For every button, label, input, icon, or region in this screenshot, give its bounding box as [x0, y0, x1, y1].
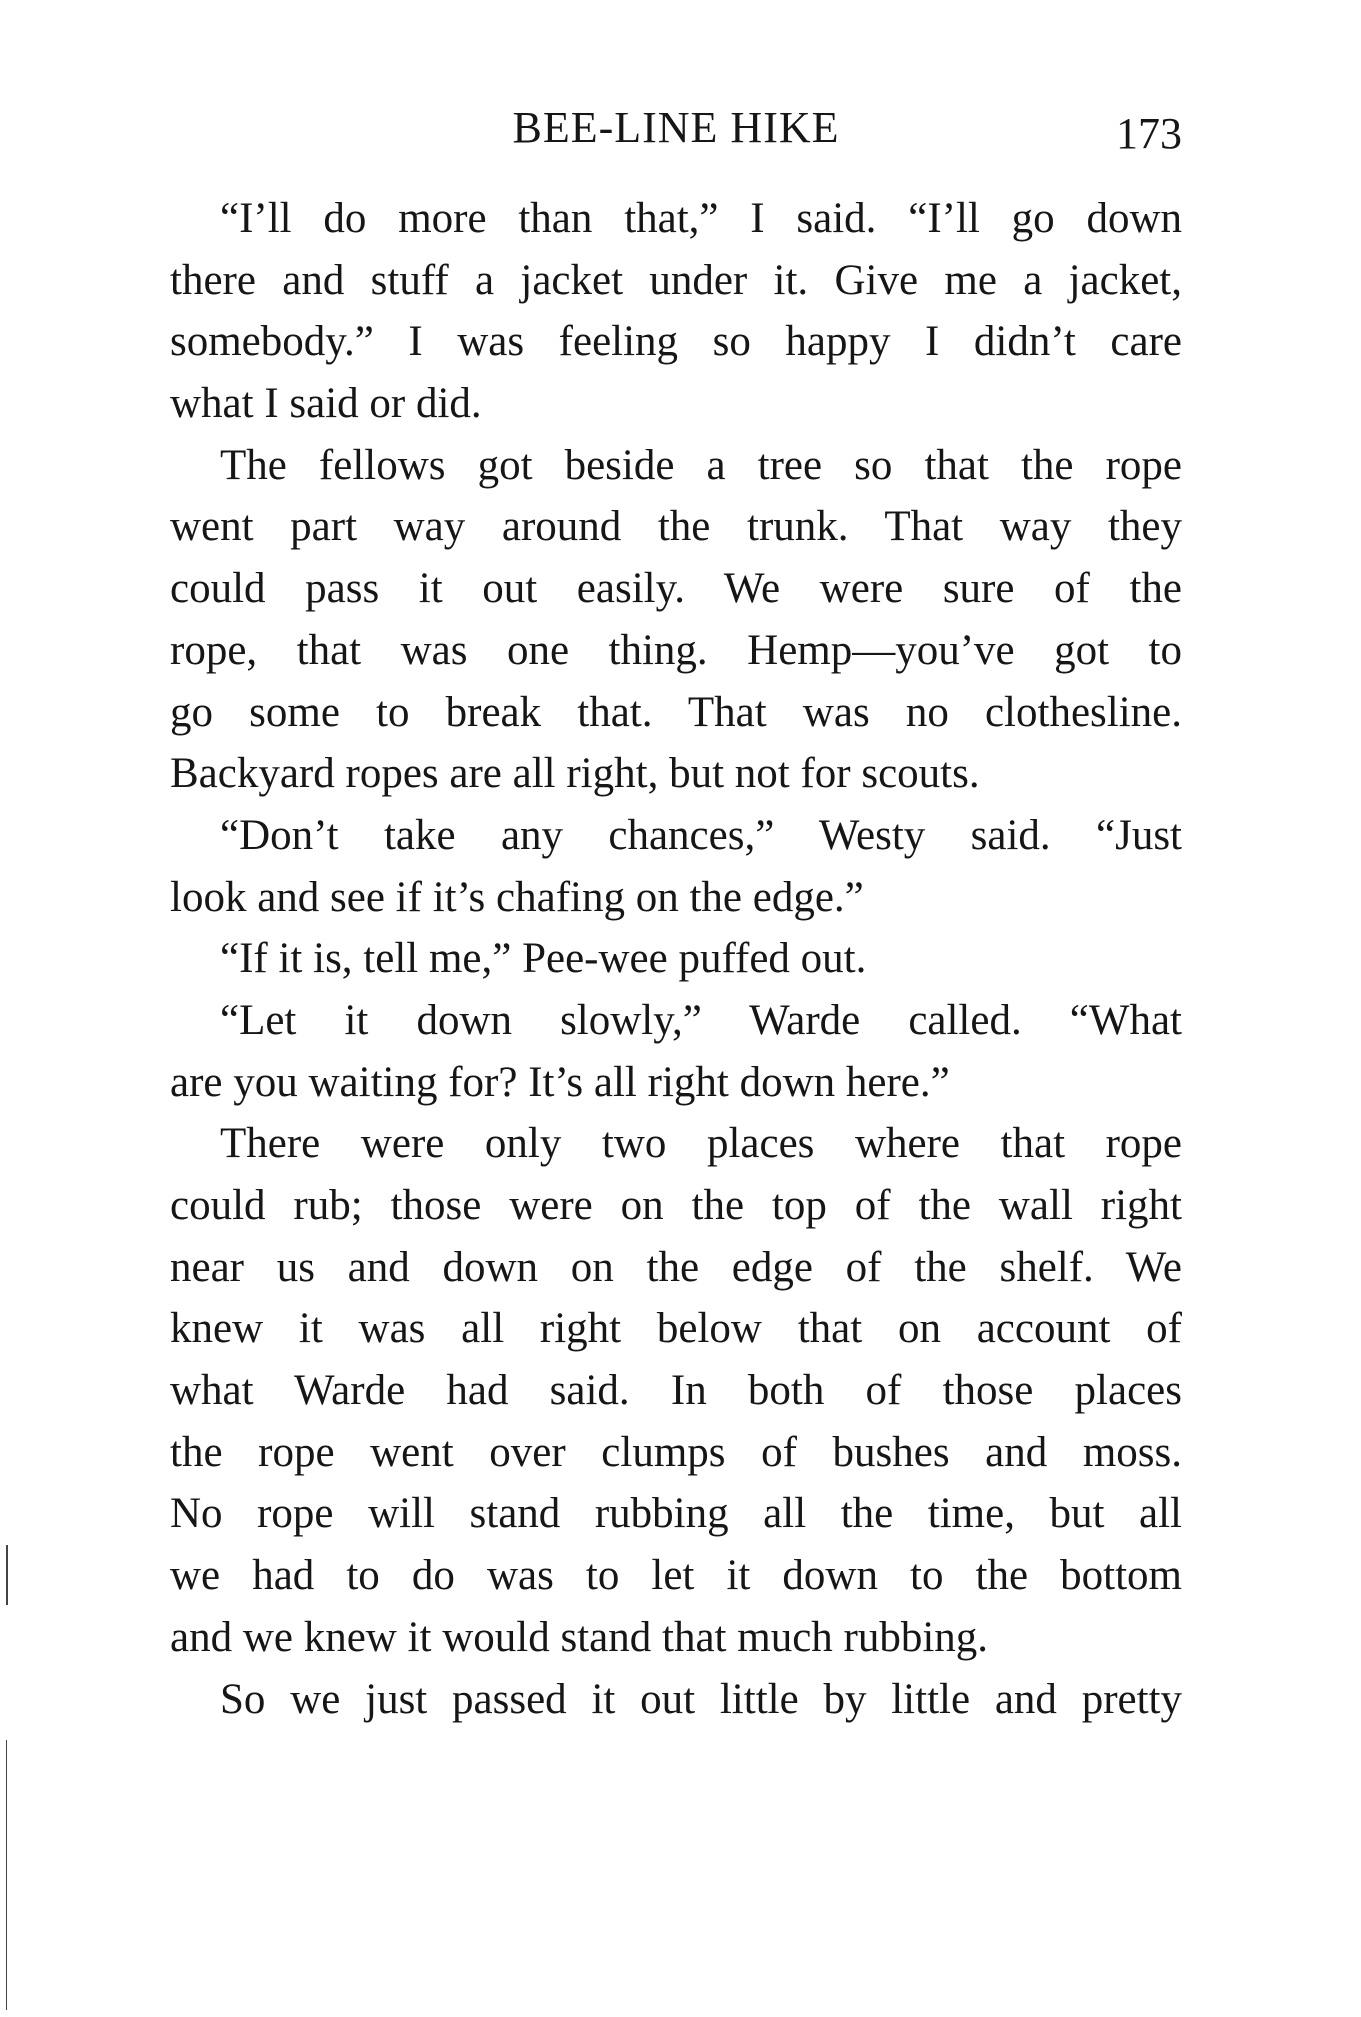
text-line: There were only two places where that rope [220, 1120, 1182, 1168]
text-line: what Warde had said. In both of those places [170, 1367, 1182, 1415]
text-line: The fellows got beside a tree so that the rope [220, 441, 1182, 489]
text-line: look and see if it’s chafing on the edge.” [170, 873, 864, 921]
scan-margin-mark [6, 1740, 7, 2010]
text-line: rope, that was one thing. Hemp—you’ve got to [170, 626, 1182, 674]
text-line: are you waiting for? It’s all right down here.” [170, 1058, 950, 1106]
text-line: “Let it down slowly,” Warde called. “What [220, 996, 1182, 1044]
text-line: and we knew it would stand that much rubbing. [170, 1613, 989, 1661]
text-line: there and stuff a jacket under it. Give me a jacket, [170, 256, 1182, 304]
text-line: we had to do was to let it down to the bottom [170, 1552, 1182, 1600]
text-line: “If it is, tell me,” Pee-wee puffed out. [220, 935, 867, 983]
text-line: somebody.” I was feeling so happy I didn’t care [170, 318, 1182, 366]
text-line: So we just passed it out little by little and pretty [220, 1675, 1182, 1723]
text-line: the rope went over clumps of bushes and moss. [170, 1428, 1182, 1476]
text-line: “I’ll do more than that,” I said. “I’ll go down [220, 195, 1182, 242]
running-title: BEE-LINE HIKE [512, 103, 840, 152]
text-line: No rope will stand rubbing all the time, but all [170, 1490, 1182, 1538]
text-line: near us and down on the edge of the shelf. We [170, 1243, 1182, 1291]
text-line: knew it was all right below that on account of [170, 1305, 1182, 1353]
text-line: “Don’t take any chances,” Westy said. “Just [220, 811, 1182, 859]
text-line: what I said or did. [170, 380, 482, 428]
text-line: could pass it out easily. We were sure of the [170, 565, 1182, 613]
page-header [170, 98, 1182, 158]
scan-margin-mark [6, 1545, 8, 1605]
text-line: went part way around the trunk. That way they [170, 503, 1182, 551]
page-number: 173 [1116, 109, 1182, 158]
text-line: Backyard ropes are all right, but not for scouts. [170, 750, 980, 798]
text-line: could rub; those were on the top of the wall right [170, 1182, 1182, 1229]
text-line: go some to break that. That was no clothesline. [170, 688, 1182, 736]
body-text [170, 188, 1182, 1730]
